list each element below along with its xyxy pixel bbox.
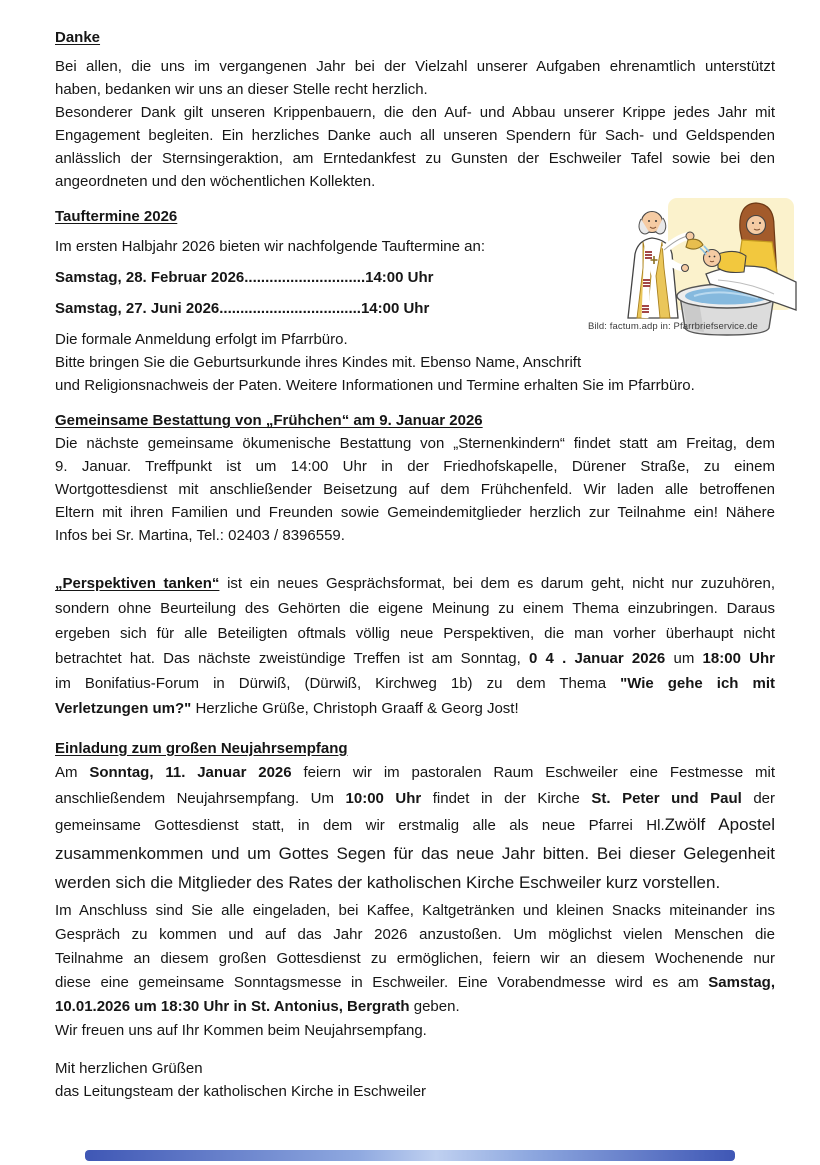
neujahrsempfang-paragraph-1-text: Sonntag, 11. Januar 2026 bbox=[89, 764, 292, 781]
neujahrsempfang-paragraph-1-text: 10:00 Uhr bbox=[345, 790, 422, 807]
bestattung-heading bbox=[55, 409, 775, 432]
neujahrsempfang-paragraph-1-text: St. Peter und Paul bbox=[591, 790, 742, 807]
bestattung-paragraph-line bbox=[55, 478, 775, 501]
danke-paragraph-text: Engagement begleiten. Ein herzliches Danke auch all unseren Spendern für Sach- und Geldspenden bbox=[55, 127, 775, 144]
perspektiven-paragraph-line bbox=[55, 621, 775, 646]
closing-text: Mit herzlichen Grüßen bbox=[55, 1060, 203, 1077]
danke-paragraph-line bbox=[55, 78, 775, 101]
neujahrsempfang-paragraph-2-line bbox=[55, 923, 775, 947]
anmeldung-paragraph-text: Die formale Anmeldung erfolgt im Pfarrbüro. bbox=[55, 331, 348, 348]
neujahrsempfang-paragraph-1 bbox=[55, 760, 775, 897]
closing-line bbox=[55, 1057, 775, 1080]
perspektiven-paragraph-text: „Perspektiven tanken“ bbox=[55, 575, 220, 592]
neujahrsempfang-paragraph-1-text: Am bbox=[55, 764, 90, 781]
neujahrsempfang-paragraph-2-text: Wir freuen uns auf Ihr Kommen beim Neujahrsempfang. bbox=[55, 1022, 427, 1039]
perspektiven-paragraph-text: ist ein neues Gesprächsformat, bei dem es darum geht, nicht nur zuzuhören, bbox=[219, 575, 775, 592]
bestattung-paragraph-text: Die nächste gemeinsame ökumenische Bestattung von „Sternenkindern“ findet statt am Freitag, dem bbox=[55, 435, 775, 452]
danke-paragraph-line bbox=[55, 147, 775, 170]
perspektiven-paragraph-text: sondern ohne Beurteilung des Gehörten die eigene Meinung zu einem Thema einzubringen. Daraus bbox=[55, 600, 775, 617]
tauftermine-intro-text: Im ersten Halbjahr 2026 bieten wir nachfolgende Tauftermine an: bbox=[55, 238, 485, 255]
document-body bbox=[55, 26, 775, 1103]
neujahrsempfang-paragraph-2 bbox=[55, 899, 775, 1043]
danke-heading bbox=[55, 26, 775, 49]
neujahrsempfang-paragraph-2-text: Samstag, bbox=[708, 974, 775, 991]
tauftermine-heading-text: Tauftermine 2026 bbox=[55, 208, 178, 225]
danke-paragraph-line bbox=[55, 170, 775, 193]
neujahrsempfang-paragraph-1-text: findet in der Kirche bbox=[421, 790, 592, 807]
neujahrsempfang-paragraph-1-line bbox=[55, 760, 775, 786]
neujahrsempfang-paragraph-1-line bbox=[55, 868, 775, 897]
neujahrsempfang-paragraph-2-text: diese eine gemeinsame Sonntagsmesse in Eschweiler. Eine Vorabendmesse wird es am bbox=[55, 974, 709, 991]
bestattung-paragraph-text: 9. Januar. Treffpunkt ist um 14:00 Uhr in der Friedhofskapelle, Dürener Straße, zu einem bbox=[55, 458, 775, 475]
danke-paragraph-text: haben, bedanken wir uns an dieser Stelle recht herzlich. bbox=[55, 81, 428, 98]
neujahrsempfang-paragraph-1-line bbox=[55, 786, 775, 812]
perspektiven-paragraph-text: betrachtet hat. Das nächste zweistündige Treffen ist am Sonntag, bbox=[55, 650, 529, 667]
danke-paragraph-text: Besonderer Dank gilt unseren Krippenbauern, die den Auf- und Abbau unserer Krippe jedes Jahr mit bbox=[55, 104, 775, 121]
neujahrsempfang-paragraph-1-text: Zwölf Apostel bbox=[664, 815, 775, 834]
perspektiven-paragraph-text: um bbox=[665, 650, 703, 667]
perspektiven-paragraph-text: Verletzungen um?" bbox=[55, 700, 192, 717]
danke-heading-line bbox=[55, 26, 775, 49]
perspektiven-paragraph-text: im Bonifatius-Forum in Dürwiß, (Dürwiß, Kirchweg 1b) zu dem Thema bbox=[55, 675, 621, 692]
bestattung-paragraph-text: Wortgottesdienst mit anschließender Beisetzung auf dem Frühchenfeld. Wir laden alle betroffenen bbox=[55, 481, 775, 498]
neujahrsempfang-paragraph-1-text: der bbox=[741, 790, 775, 807]
danke-paragraph-text: anlässlich der Sternsingeraktion, am Erntedankfest zu Gunsten der Eschweiler Tafel sowie bei den bbox=[55, 150, 775, 167]
danke-paragraph-text: Bei allen, die uns im vergangenen Jahr bei der Vielzahl unserer Aufgaben ehrenamtlich unterstützt bbox=[55, 58, 775, 75]
footer-decoration-bar bbox=[85, 1150, 735, 1161]
danke-paragraph bbox=[55, 55, 775, 193]
perspektiven-paragraph bbox=[55, 571, 775, 721]
neujahrsempfang-paragraph-1-line bbox=[55, 812, 775, 839]
image-credit: Bild: factum.adp in: Pfarrbriefservice.de bbox=[588, 321, 758, 332]
neujahrsempfang-paragraph-2-text: Gespräch zu kommen und auf das Jahr 2026 anzustoßen. Um möglichst vielen Menschen die bbox=[55, 926, 775, 943]
danke-paragraph-line bbox=[55, 55, 775, 78]
bestattung-paragraph-line bbox=[55, 432, 775, 455]
bestattung-heading-text: Gemeinsame Bestattung von „Frühchen“ am 9. Januar 2026 bbox=[55, 412, 483, 429]
neujahrsempfang-paragraph-2-text: geben. bbox=[409, 998, 460, 1015]
closing-line bbox=[55, 1080, 775, 1103]
neujahrsempfang-paragraph-2-line bbox=[55, 971, 775, 995]
neujahrsempfang-heading-text: Einladung zum großen Neujahrsempfang bbox=[55, 740, 348, 757]
anmeldung-paragraph-text: Bitte bringen Sie die Geburtsurkunde ihres Kindes mit. Ebenso Name, Anschrift bbox=[55, 354, 582, 371]
perspektiven-paragraph-line bbox=[55, 671, 775, 696]
neujahrsempfang-paragraph-2-text: Im Anschluss sind Sie alle eingeladen, bei Kaffee, Kaltgetränken und kleinen Snacks miteinander ins bbox=[55, 902, 775, 919]
anmeldung-paragraph-text: und Religionsnachweis der Paten. Weitere Informationen und Termine erhalten Sie im Pfarrbüro. bbox=[55, 377, 695, 394]
perspektiven-paragraph-line bbox=[55, 696, 775, 721]
danke-heading-text: Danke bbox=[55, 29, 101, 46]
closing-text: das Leitungsteam der katholischen Kirche in Eschweiler bbox=[55, 1083, 427, 1100]
perspektiven-paragraph-line bbox=[55, 596, 775, 621]
bestattung-paragraph-text: Eltern mit ihren Familien und Freunden sowie Gemeindemitglieder herzlich zur Teilnahme ein! Nähere bbox=[55, 504, 775, 521]
perspektiven-paragraph-line bbox=[55, 571, 775, 596]
neujahrsempfang-heading-line bbox=[55, 737, 775, 760]
neujahrsempfang-paragraph-1-text: anschließendem Neujahrsempfang. Um bbox=[55, 790, 346, 807]
bestattung-paragraph-line bbox=[55, 501, 775, 524]
neujahrsempfang-paragraph-2-text: 10.01.2026 um 18:30 Uhr in St. Antonius, Bergrath bbox=[55, 998, 410, 1015]
neujahrsempfang-paragraph-2-line bbox=[55, 899, 775, 923]
danke-paragraph-line bbox=[55, 101, 775, 124]
perspektiven-paragraph-text: 18:00 Uhr bbox=[702, 650, 775, 667]
neujahrsempfang-paragraph-1-text: gemeinsame Gottesdienst statt, in dem wir erstmalig alle als neue Pfarrei Hl. bbox=[55, 817, 665, 834]
perspektiven-paragraph-text: Herzliche Grüße, Christoph Graaff & Georg Jost! bbox=[191, 700, 519, 717]
neujahrsempfang-paragraph-1-text: werden sich die Mitglieder des Rates der katholischen Kirche Eschweiler kurz vorstellen. bbox=[55, 873, 721, 892]
neujahrsempfang-paragraph-1-text: zusammenkommen und um Gottes Segen für das neue Jahr bitten. Bei dieser Gelegenheit bbox=[55, 844, 775, 863]
neujahrsempfang-heading bbox=[55, 737, 775, 760]
neujahrsempfang-paragraph-2-line bbox=[55, 947, 775, 971]
bestattung-paragraph-line bbox=[55, 524, 775, 547]
anmeldung-paragraph-line bbox=[55, 374, 775, 397]
closing bbox=[55, 1057, 775, 1103]
bestattung-paragraph bbox=[55, 432, 775, 547]
perspektiven-paragraph-line bbox=[55, 646, 775, 671]
bestattung-heading-line bbox=[55, 409, 775, 432]
perspektiven-paragraph-text: 0 4 . Januar 2026 bbox=[528, 650, 666, 667]
danke-paragraph-text: angeordneten und den wöchentlichen Kollekten. bbox=[55, 173, 376, 190]
bestattung-paragraph-line bbox=[55, 455, 775, 478]
neujahrsempfang-paragraph-2-text: Teilnahme an diesem großen Gottesdienst zu ermöglichen, feiern wir an diesem Wochenende nur bbox=[55, 950, 775, 967]
danke-paragraph-line bbox=[55, 124, 775, 147]
perspektiven-paragraph-text: ergeben sich für alle Beteiligten oftmals völlig neue Perspektiven, die man vorher überhaupt nicht bbox=[55, 625, 775, 642]
tauftermin-june-text: Samstag, 27. Juni 2026..................................14:00 Uhr bbox=[55, 300, 430, 317]
neujahrsempfang-paragraph-1-line bbox=[55, 839, 775, 868]
neujahrsempfang-paragraph-2-line bbox=[55, 995, 775, 1019]
perspektiven-paragraph-text: "Wie gehe ich mit bbox=[620, 675, 775, 692]
neujahrsempfang-paragraph-1-text: feiern wir im pastoralen Raum Eschweiler eine Festmesse mit bbox=[291, 764, 776, 781]
tauftermin-february-text: Samstag, 28. Februar 2026.............................14:00 Uhr bbox=[55, 269, 434, 286]
anmeldung-paragraph-line bbox=[55, 351, 775, 374]
neujahrsempfang-paragraph-2-line bbox=[55, 1019, 775, 1043]
bestattung-paragraph-text: Infos bei Sr. Martina, Tel.: 02403 / 8396559. bbox=[55, 527, 345, 544]
